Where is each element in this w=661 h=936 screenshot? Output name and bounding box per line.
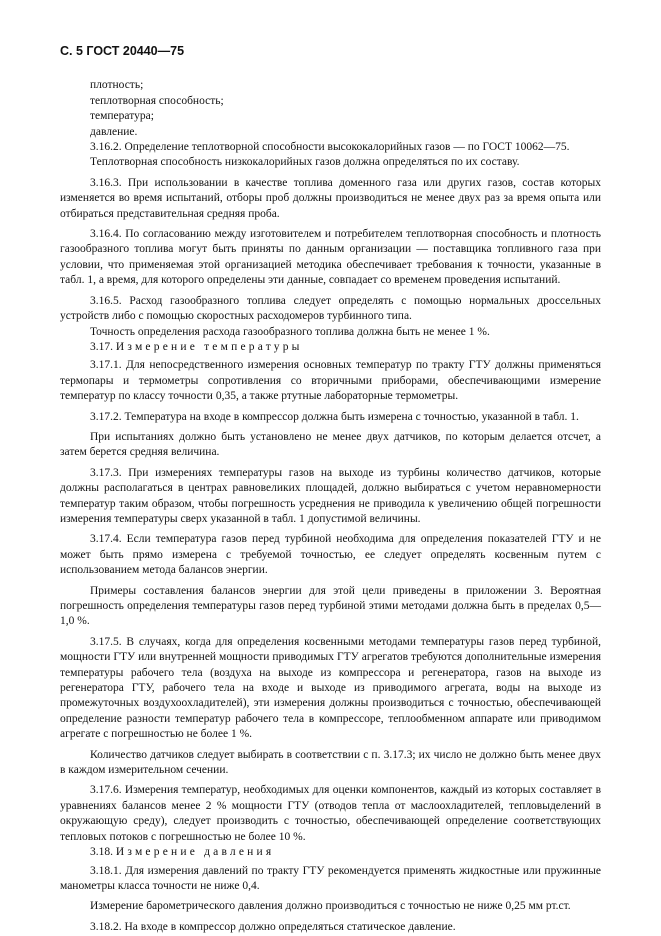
section-heading-3-18 (60, 845, 601, 860)
section-title: Измерение температуры (115, 340, 303, 353)
section-number: 3.17. (90, 340, 113, 353)
paragraph-3-16-4: 3.16.4. По согласованию между изготовителем и потребителем теплотворная способность и плотность газообразного топлива могут быть приняты по данным организации — поставщика топливного газа при условии, что применяемая этой организацией методика обеспечивает требования к точности, указанные в табл. 1, а время, для которого определены эти данные, совпадает со временем проведения испытаний. (60, 228, 601, 287)
paragraph-sensor-count: Количество датчиков следует выбирать в соответствии с п. 3.17.3; их число не должно быть менее двух в каждом измерительном сечении. (60, 748, 601, 777)
paragraph-3-17-6: 3.17.6. Измерения температур, необходимых для оценки компонентов, каждый из которых составляет в уравнениях балансов менее 2 % мощности ГТУ (отводов тепла от маслоохладителей, тепловыделений в окружающую среду), следует производить с точностью, обеспечивающей определение соответствующих тепловых потоков с погрешностью не более 10 %. (60, 784, 601, 843)
paragraph-3-17-1: 3.17.1. Для непосредственного измерения основных температур по тракту ГТУ должны применяться термопары и термометры сопротивления со вторичными приборами, обеспечивающими измерение температур по классу точности 0,35, а также ртутные лабораторные термометры. (60, 359, 601, 403)
section-title: Измерение давления (115, 846, 275, 859)
paragraph-3-17-4: 3.17.4. Если температура газов перед турбиной необходима для определения показателей ГТУ и не может быть прямо измерена с требуемой точностью, ее следует определять косвенным путем с использованием метода балансов энергии. (60, 533, 601, 577)
paragraph-3-17-3: 3.17.3. При измерениях температуры газов на выходе из турбины количество датчиков, которые должны располагаться в центрах равновеликих площадей, должно выбираться с учетом неравномерности температур таким образом, чтобы погрешность усреднения не приводила к увеличению общей погрешности измерения температуры сверх указанной в табл. 1 допустимой величины. (60, 466, 601, 525)
page-header: С. 5 ГОСТ 20440—75 (60, 44, 185, 58)
paragraph-two-sensors: При испытаниях должно быть установлено не менее двух датчиков, по которым делается отсчет, а затем берется средняя величина. (60, 430, 601, 459)
list-item-pressure: давление. (90, 125, 138, 138)
paragraph-3-18-1: 3.18.1. Для измерения давлений по тракту ГТУ рекомендуется применять жидкостные или пружинные манометры класса точности не ниже 0,4. (60, 864, 601, 892)
paragraph-3-16-2: 3.16.2. Определение теплотворной способности высококалорийных газов — по ГОСТ 10062—75. (90, 141, 570, 154)
section-heading-3-17 (60, 340, 601, 355)
paragraph-energy-balance-examples: Примеры составления балансов энергии для этой цели приведены в приложении 3. Вероятная погрешность определения температуры газов перед турбиной этими методами должна быть в пределах 0,5—1,0 %. (60, 584, 601, 628)
section-number: 3.18. (90, 846, 113, 859)
paragraph-gas-flow-accuracy: Точность определения расхода газообразного топлива должна быть не менее 1 %. (90, 325, 490, 338)
list-item-heat-value: теплотворная способность; (90, 94, 224, 107)
paragraph-barometric-pressure: Измерение барометрического давления должно производиться с точностью не ниже 0,25 мм рт.ст. (90, 900, 571, 913)
paragraph-3-18-2: 3.18.2. На входе в компрессор должно определяться статическое давление. (90, 920, 456, 933)
paragraph-3-17-5: 3.17.5. В случаях, когда для определения косвенными методами температуры газов перед турбиной, мощности ГТУ или внутренней мощности приводимых ГТУ агрегатов требуются дополнительные измерения температуры рабочего тела (воздуха на выходе из компрессора и регенератора, газов на выходе из регенератора ГТУ, рабочего тела на входе и выходе из приводимого агрегата, воды на выходе из промежуточных воздухоохладителей), эти измерения должны производиться с точностью, обеспечивающей определение разности температур рабочего тела в компрессоре, теплообменном аппарате или приводимом агрегате с погрешностью не более 1 %. (60, 635, 601, 741)
paragraph-3-16-3: 3.16.3. При использовании в качестве топлива доменного газа или других газов, состав которых изменяется во время испытаний, отборы проб должны производиться не менее двух раз за время опыта или отбираться представительная средняя проба. (60, 176, 601, 220)
paragraph-3-16-5: 3.16.5. Расход газообразного топлива следует определять с помощью нормальных дроссельных устройств либо с помощью скоростных расходомеров турбинного типа. (60, 294, 601, 323)
list-item-density: плотность; (90, 79, 144, 92)
paragraph-low-calorie-gases: Теплотворная способность низкокалорийных газов должна определяться по их составу. (90, 156, 520, 169)
list-item-temperature: температура; (90, 110, 154, 123)
paragraph-3-17-2: 3.17.2. Температура на входе в компрессор должна быть измерена с точностью, указанной в табл. 1. (90, 410, 579, 423)
